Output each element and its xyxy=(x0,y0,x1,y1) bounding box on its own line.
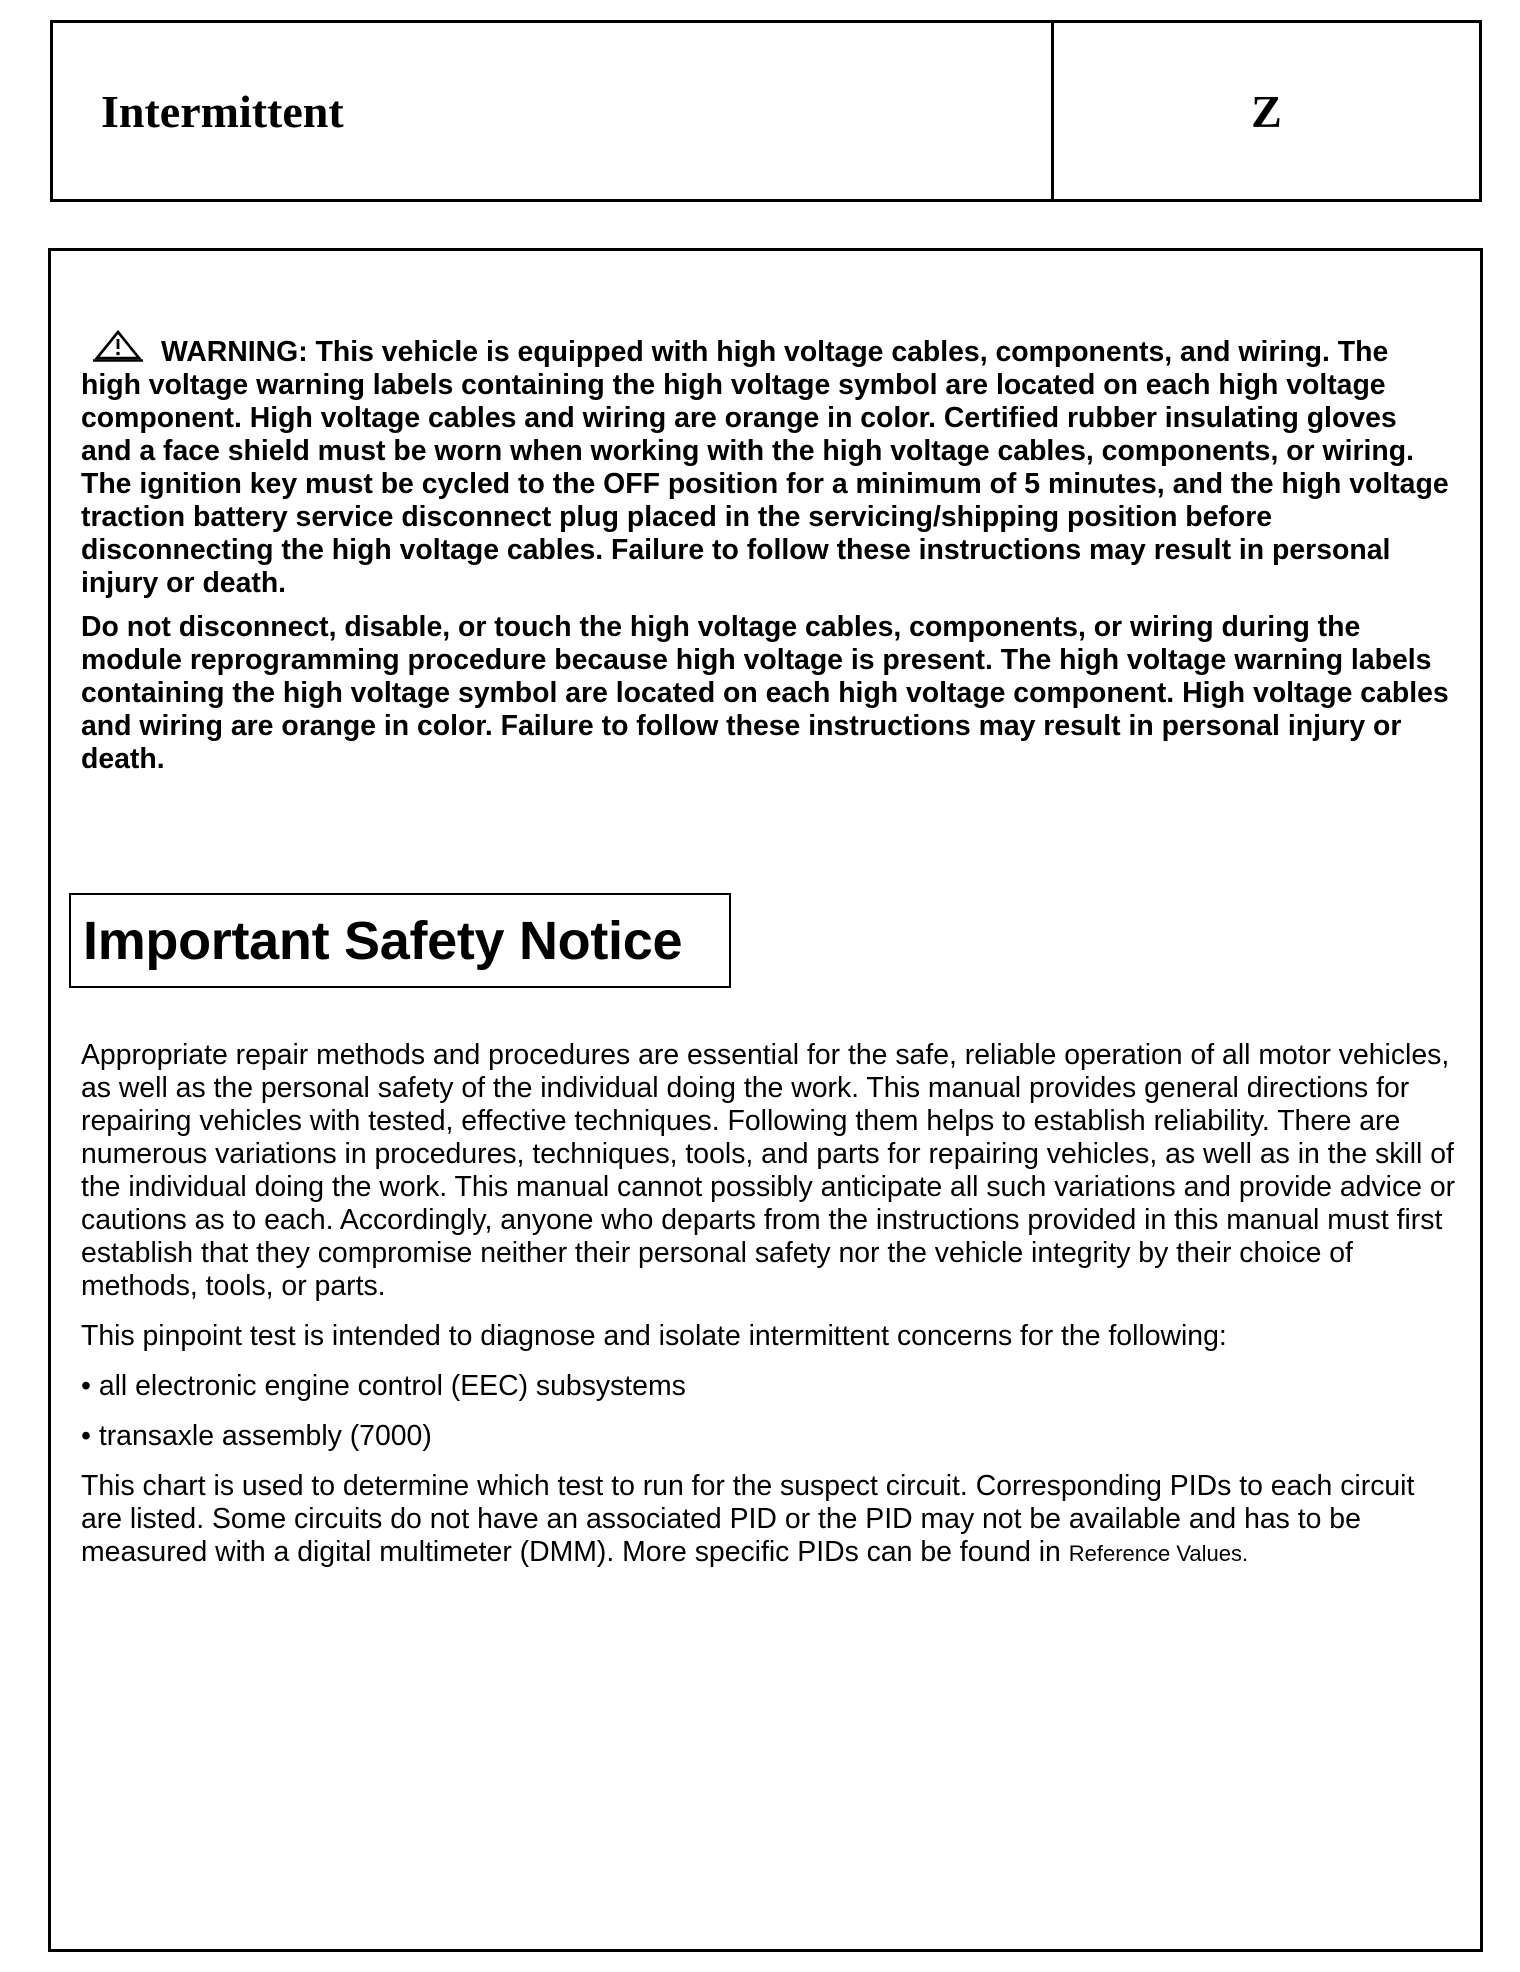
reference-values-link[interactable]: Reference Values. xyxy=(1068,1541,1249,1566)
bullet-item: • all electronic engine control (EEC) subsystems xyxy=(81,1370,1456,1403)
header-title-cell xyxy=(53,23,1054,199)
header-code-cell xyxy=(1054,23,1479,199)
bullet-item: • transaxle assembly (7000) xyxy=(81,1420,1456,1453)
warning-triangle-icon xyxy=(93,329,143,363)
notice-body xyxy=(81,1039,1456,1587)
notice-paragraph-3-text: This chart is used to determine which test to run for the suspect circuit. Corresponding PIDs to each circuit are listed. Some circuits do not have an associated PID or the PID may not be available and has to be measured with a digital multimeter (DMM). More specific PIDs can be found in xyxy=(81,1470,1415,1568)
page-title: Intermittent xyxy=(101,85,344,137)
section-code: Z xyxy=(1251,85,1282,137)
header-table xyxy=(50,20,1482,202)
warning-paragraph-2: Do not disconnect, disable, or touch the high voltage cables, components, or wiring during the module reprogramming procedure because high voltage is present. The high voltage warning labels containing the high voltage symbol are located on each high voltage component. High voltage cables and wiring are orange in color. Failure to follow these instructions may result in personal injury or death. xyxy=(81,611,1449,775)
notice-paragraph-3 xyxy=(81,1470,1456,1570)
warning-block xyxy=(81,329,1451,787)
notice-title-box xyxy=(69,893,731,988)
notice-title: Important Safety Notice xyxy=(83,910,683,971)
warning-text-1: WARNING: This vehicle is equipped with high voltage cables, components, and wiring. The high voltage warning labels containing the high voltage symbol are located on each high voltage component. High voltage cables and wiring are orange in color. Certified rubber insulating gloves and a face shield must be worn when working with the high voltage cables, components, or wiring. The ignition key must be cycled to the OFF position for a minimum of 5 minutes, and the high voltage traction battery service disconnect plug placed in the servicing/shipping position before disconnecting the high voltage cables. Failure to follow these instructions may result in personal injury or death. xyxy=(81,336,1449,599)
warning-paragraph-1 xyxy=(81,329,1451,600)
content-frame xyxy=(48,248,1483,1952)
notice-paragraph-2: This pinpoint test is intended to diagnose and isolate intermittent concerns for the following: xyxy=(81,1320,1227,1352)
notice-paragraph-1: Appropriate repair methods and procedures are essential for the safe, reliable operation of all motor vehicles, as well as the personal safety of the individual doing the work. This manual provides general directions for repairing vehicles with tested, effective techniques. Following them helps to establish reliability. There are numerous variations in procedures, techniques, tools, and parts for repairing vehicles, as well as in the skill of the individual doing the work. This manual cannot possibly anticipate all such variations and provide advice or cautions as to each. Accordingly, anyone who departs from the instructions provided in this manual must first establish that they compromise neither their personal safety nor the vehicle integrity by their choice of methods, tools, or parts. xyxy=(81,1039,1456,1302)
